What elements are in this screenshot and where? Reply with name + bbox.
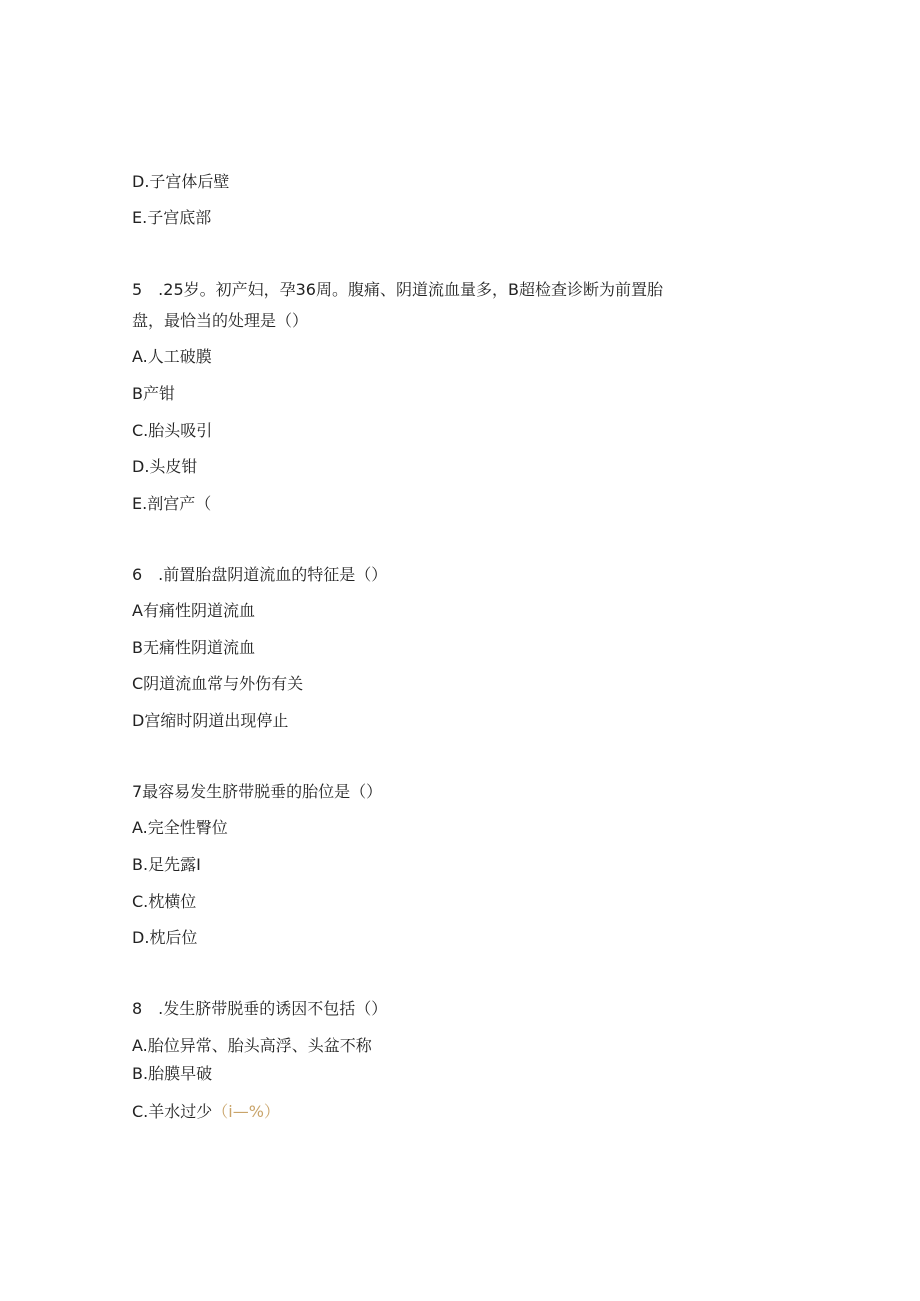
option-text: B.胎膜早破	[132, 1064, 213, 1083]
question-stem-continued: 盘，最恰当的处理是（）	[132, 311, 309, 330]
question-stem: 6 .前置胎盘阴道流血的特征是（）	[132, 565, 388, 584]
option-text: A.完全性臀位	[132, 818, 228, 837]
question-stem: 8 .发生脐带脱垂的诱因不包括（）	[132, 999, 388, 1018]
question-stem: 7最容易发生脐带脱垂的胎位是（）	[132, 782, 383, 801]
option-text: C.枕横位	[132, 892, 197, 911]
option-text: B.足先露I	[132, 855, 201, 874]
option-text: D.头皮钳	[132, 457, 198, 476]
option-text: A.人工破膜	[132, 347, 212, 366]
option-text: A.胎位异常、胎头高浮、头盆不称	[132, 1036, 372, 1055]
option-text: B无痛性阴道流血	[132, 638, 255, 657]
option-text: E.子宫底部	[132, 208, 212, 227]
option-text: A有痛性阴道流血	[132, 601, 255, 620]
question-stem: 5 .25岁。初产妇，孕36周。腹痛、阴道流血量多，B超检查诊断为前置胎	[132, 280, 663, 299]
option-text: E.剖宫产（	[132, 494, 212, 513]
option-text: C.羊水过少	[132, 1102, 213, 1121]
option-text: D.子宫体后壁	[132, 172, 230, 191]
option-text: C阴道流血常与外伤有关	[132, 674, 304, 693]
option-text: D.枕后位	[132, 928, 198, 947]
option-text: C.胎头吸引	[132, 421, 213, 440]
option-text: D宫缩时阴道出现停止	[132, 711, 289, 730]
faint-annotation: （i—%）	[212, 1102, 280, 1121]
option-text: B产钳	[132, 384, 175, 403]
option-line	[132, 1102, 280, 1122]
